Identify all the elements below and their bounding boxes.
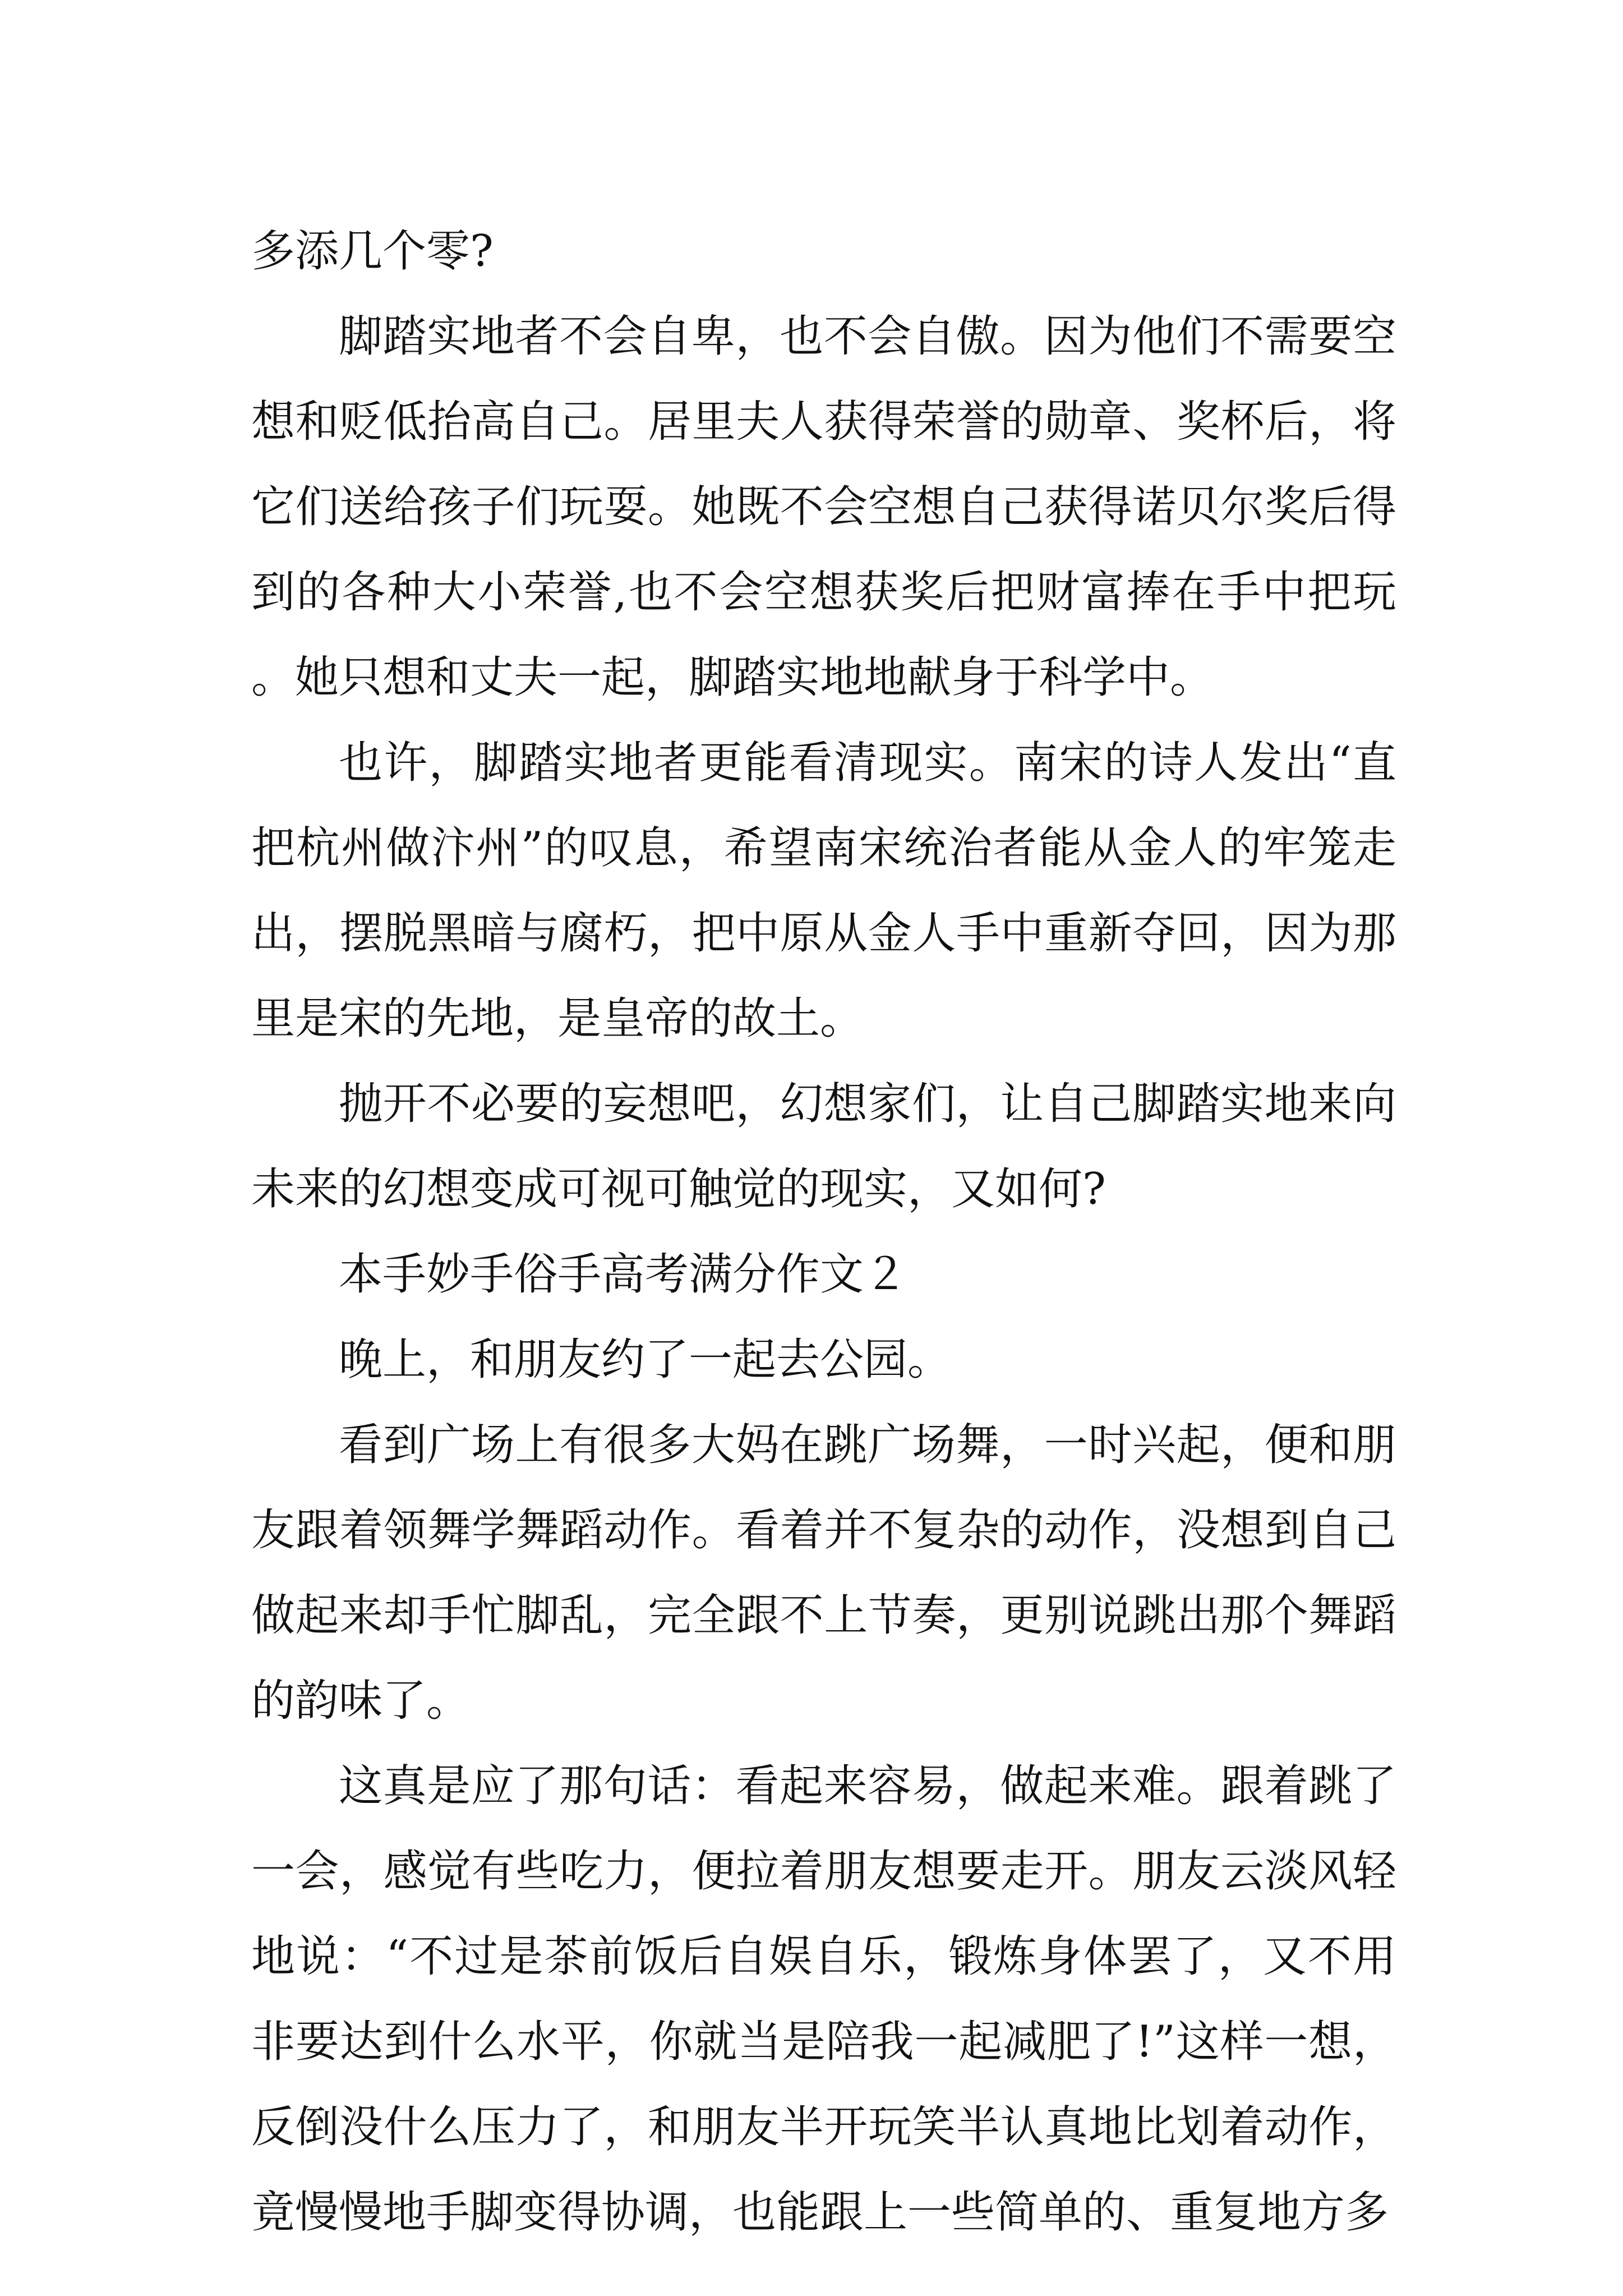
- paragraph-body: 这真是应了那句话：看起来容易，做起来难。跟着跳了一会，感觉有些吃力，便拉着朋友想要走开。朋友云淡风轻地说：“不过是茶前饭后自娱自乐，锻炼身体罢了，又不用非要达到什么水平，你就当是陪我一起减肥了!”这样一想，反倒没什么压力了，和朋友半开玩笑半认真地比划着动作，竟慢慢地手脚变得协调，也能跟上一些简单的、重复地方多: [251, 1761, 1396, 2238]
- section-heading: 本手妙手俗手高考满分作文２: [339, 1249, 908, 1300]
- paragraph-body: 脚踏实地者不会自卑，也不会自傲。因为他们不需要空想和贬低抬高自己。居里夫人获得荣誉的勋章、奖杯后，将它们送给孩子们玩耍。她既不会空想自己获得诺贝尔奖后得到的各种大小荣誉,也不会空想获奖后把财富捧在手中把玩。她只想和丈夫一起，脚踏实地地献身于科学中。: [251, 311, 1396, 703]
- document-page: [251, 209, 1396, 2255]
- paragraph-body: 看到广场上有很多大妈在跳广场舞，一时兴起，便和朋友跟着领舞学舞蹈动作。看着并不复杂的动作，没想到自己做起来却手忙脚乱，完全跟不上节奏，更别说跳出那个舞蹈的韵味了。: [251, 1420, 1396, 1726]
- paragraph-body: 也许，脚踏实地者更能看清现实。南宋的诗人发出“直把杭州做汴州”的叹息，希望南宋统治者能从金人的牢笼走出，摆脱黑暗与腐朽，把中原从金人手中重新夺回，因为那里是宋的先地，是皇帝的故土。: [251, 738, 1396, 1044]
- paragraph-body: 抛开不必要的妄想吧，幻想家们，让自己脚踏实地来向未来的幻想变成可视可触觉的现实，又如何?: [251, 1079, 1396, 1214]
- paragraph-continuation: 多添几个零?: [251, 226, 494, 277]
- paragraph-body: 晚上，和朋友约了一起去公园。: [339, 1335, 952, 1385]
